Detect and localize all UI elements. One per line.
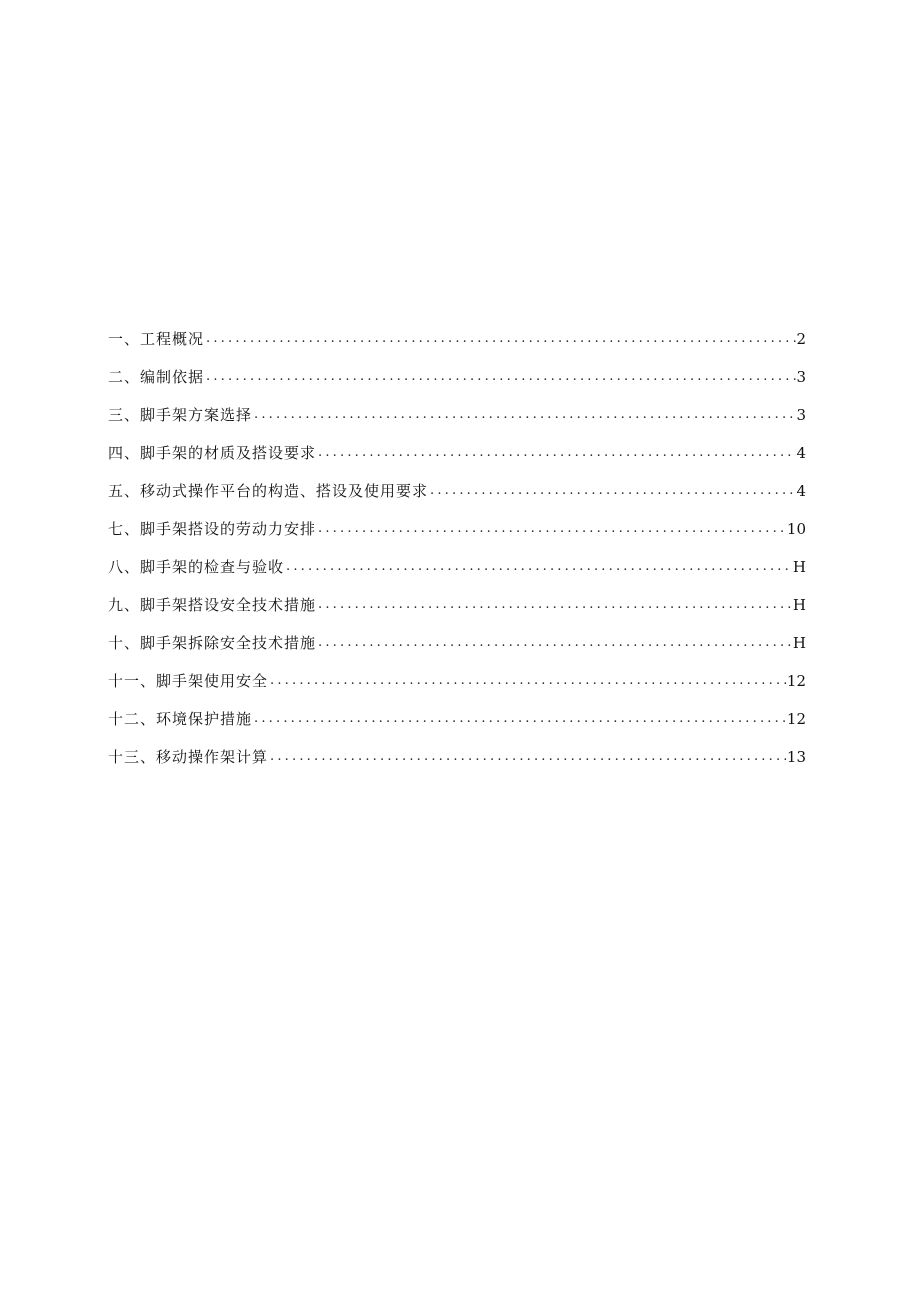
toc-entry-5[interactable] xyxy=(108,472,806,510)
toc-dot-leader xyxy=(316,519,787,539)
toc-entry-7[interactable] xyxy=(108,548,806,586)
toc-entry-8[interactable] xyxy=(108,586,806,624)
toc-entry-page: 2 xyxy=(796,330,806,348)
toc-dot-leader xyxy=(268,671,787,691)
toc-dot-leader xyxy=(252,709,787,729)
toc-entry-title: 十二、环境保护措施 xyxy=(108,710,253,728)
toc-entry-2[interactable] xyxy=(108,358,806,396)
toc-entry-page: H xyxy=(792,558,806,576)
toc-entry-12[interactable] xyxy=(108,738,806,776)
toc-entry-page: 12 xyxy=(786,672,806,690)
toc-entry-title: 四、脚手架的材质及搭设要求 xyxy=(108,444,317,462)
toc-entry-title: 九、脚手架搭设安全技术措施 xyxy=(108,596,317,614)
toc-dot-leader xyxy=(316,595,793,615)
toc-entry-9[interactable] xyxy=(108,624,806,662)
toc-entry-title: 二、编制依据 xyxy=(108,368,205,386)
toc-dot-leader xyxy=(428,481,796,501)
toc-entry-title: 一、工程概况 xyxy=(108,330,205,348)
toc-dot-leader xyxy=(268,747,787,767)
toc-entry-title: 十一、脚手架使用安全 xyxy=(108,672,269,690)
toc-entry-page: 3 xyxy=(796,368,806,386)
toc-entry-title: 五、移动式操作平台的构造、搭设及使用要求 xyxy=(108,482,429,500)
toc-entry-page: 4 xyxy=(796,444,806,462)
toc-dot-leader xyxy=(204,367,796,387)
toc-entry-page: 4 xyxy=(796,482,806,500)
toc-entry-page: 13 xyxy=(786,748,806,766)
toc-entry-page: 3 xyxy=(796,406,806,424)
toc-entry-page: 12 xyxy=(786,710,806,728)
toc-dot-leader xyxy=(316,443,796,463)
toc-dot-leader xyxy=(252,405,796,425)
toc-entry-page: H xyxy=(792,596,806,614)
toc-dot-leader xyxy=(284,557,793,577)
toc-entry-title: 三、脚手架方案选择 xyxy=(108,406,253,424)
toc-entry-title: 七、脚手架搭设的劳动力安排 xyxy=(108,520,317,538)
toc-entry-11[interactable] xyxy=(108,700,806,738)
toc-entry-10[interactable] xyxy=(108,662,806,700)
toc-entry-1[interactable] xyxy=(108,320,806,358)
toc-entry-4[interactable] xyxy=(108,434,806,472)
table-of-contents xyxy=(108,320,806,776)
toc-entry-3[interactable] xyxy=(108,396,806,434)
toc-entry-title: 八、脚手架的检查与验收 xyxy=(108,558,285,576)
toc-entry-page: H xyxy=(792,634,806,652)
toc-entry-6[interactable] xyxy=(108,510,806,548)
toc-entry-title: 十三、移动操作架计算 xyxy=(108,748,269,766)
toc-entry-page: 10 xyxy=(786,520,806,538)
toc-dot-leader xyxy=(316,633,793,653)
toc-entry-title: 十、脚手架拆除安全技术措施 xyxy=(108,634,317,652)
toc-dot-leader xyxy=(204,329,796,349)
